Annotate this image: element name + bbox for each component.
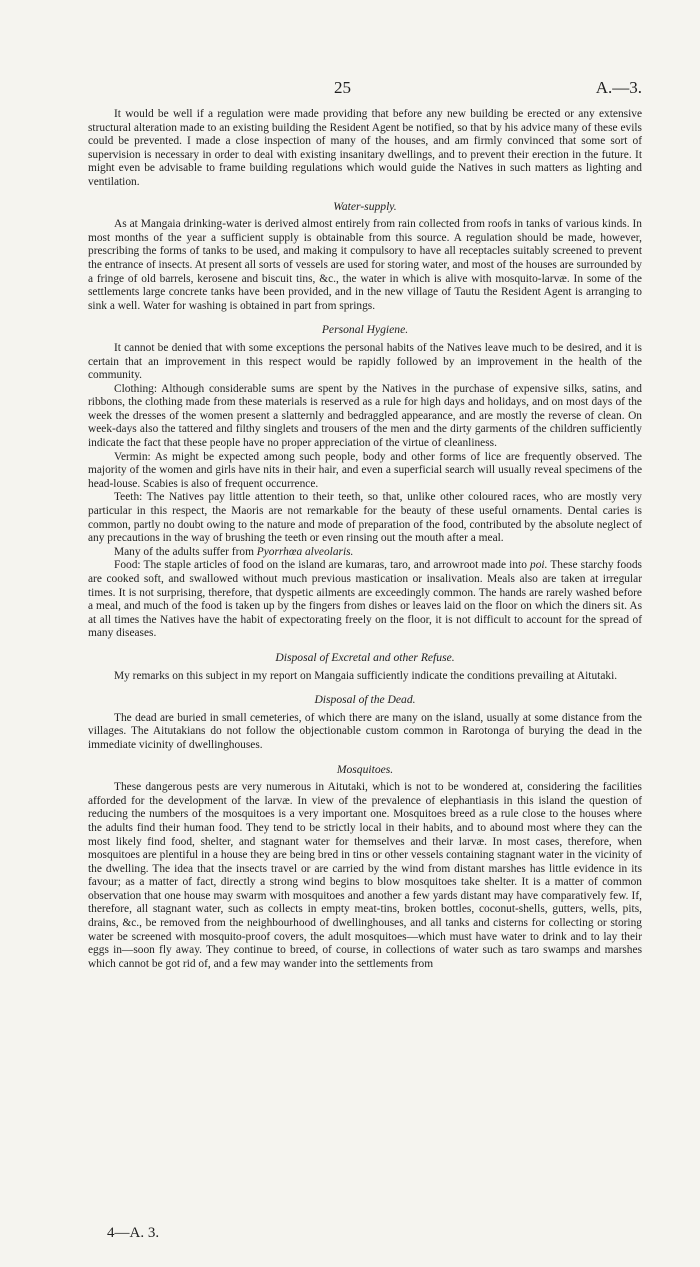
paragraph-teeth: Teeth: The Natives pay little attention to their teeth, so that, unlike other coloured races, who are mostly very particular in this respect, the Maoris are not remarkable for the beauty of these useful ornaments. Dental caries is common, partly no doubt owing to the nature and mode of preparation of the food, contributed by the absolute neglect of any precautions in the way of brushing the teeth or even rinsing out the mouth after a meal. (88, 491, 642, 545)
food-lead-text: Food: The staple articles of food on the island are kumaras, taro, and arrowroot made into (114, 559, 531, 572)
paragraph-clothing: Clothing: Although considerable sums are spent by the Natives in the purchase of expensive silks, satins, and ribbons, the clothing made from these materials is reserved as a rule for high days and holidays, and on most days of the week the dresses of the women present a slatternly and bedraggled appearance, and are mostly the reverse of clean. On week-days also the tattered and filthy singlets and trousers of the men and the dirty garments of the children sufficiently indicate the fact that these people have no proper appreciation of the virtue of cleanliness. (88, 382, 642, 450)
paragraph-pyorrhoea (88, 546, 642, 560)
paragraph-water-supply: As at Mangaia drinking-water is derived almost entirely from rain collected from roofs in tanks of various kinds. In most months of the year a sufficient supply is obtainable from this source. A regulation should be made, however, prescribing the forms of tanks to be used, and making it compulsory to have all receptacles suitably screened to prevent the entrance of insects. At present all sorts of vessels are used for storing water, and most of the houses are surrounded by a fringe of old barrels, kerosene and biscuit tins, &c., the water in which is alive with mosquito-larvæ. In some of the settlements large concrete tanks have been provided, and in the new village of Tautu the Resident Agent is arranging to sink a well. Water for washing is obtained in part from springs. (88, 218, 642, 312)
page-number: 25 (334, 78, 351, 97)
paragraph-building-regulation: It would be well if a regulation were made providing that before any new building be erected or any extensive structural alteration made to an existing building the Resident Agent be notified, so that by his advice many of these evils could be prevented. I made a close inspection of many of the houses, and am firmly convinced that some sort of supervision is necessary in order to deal with existing insanitary dwellings, and to prevent their erection in the future. It might even be advisable to frame building regulations which would guide the Natives in such matters as lighting and ventilation. (88, 108, 642, 188)
food-term-poi: poi. (530, 559, 548, 572)
heading-mosquitoes: Mosquitoes. (336, 762, 394, 776)
pyorrhoea-lead-text: Many of the adults suffer from (114, 545, 257, 558)
document-page (0, 78, 700, 1267)
paragraph-mosquitoes: These dangerous pests are very numerous in Aitutaki, which is not to be wondered at, considering the facilities afforded for the development of the larvæ. In view of the prevalence of elephantiasis in this island the question of reducing the numbers of the mosquitoes is a very important one. Mosquitoes breed as a rule close to the houses where the adults find their human food. They tend to be strictly local in their habits, and to abound most where they can the most likely find food, shelter, and stagnant water for themselves and their larvæ. In most cases, therefore, when mosquitoes are plentiful in a house they are being bred in tins or other vessels containing stagnant water in the vicinity of the dwelling. The idea that the insects travel or are carried by the wind from distant marshes has little evidence in its favour; as a matter of fact, directly a strong wind begins to blow mosquitoes take shelter. It is a matter of common observation that one house may swarm with mosquitoes and another a few yards distant may have comparatively few. If, therefore, all stagnant water, such as collects in empty meat-tins, broken bottles, coconut-shells, gutters, wells, pits, drains, &c., be removed from the neighbourhood of dwellinghouses, and all tanks and cisterns for collecting or storing water be screened with mosquito-proof covers, the adult mosquitoes—which must have water to drink and to lay their eggs in—soon fly away. They continue to breed, of course, in collections of water such as taro swamps and marshes which cannot be got rid of, and a few may wander into the settlements from (88, 781, 642, 970)
paragraph-disposal-of-dead: The dead are buried in small cemeteries, of which there are many on the island, usually at some distance from the villages. The Aitutakians do not follow the objectionable custom common in Rarotonga of burying the dead in the immediate vicinity of dwellinghouses. (88, 711, 642, 751)
page-header (88, 78, 642, 108)
document-body (88, 108, 642, 971)
paragraph-refuse-disposal: My remarks on this subject in my report on Mangaia sufficiently indicate the conditions prevailing at Aitutaki. (114, 669, 618, 682)
heading-disposal-of-dead: Disposal of the Dead. (314, 693, 416, 707)
heading-refuse-disposal: Disposal of Excretal and other Refuse. (275, 650, 455, 664)
paragraph-food (88, 559, 642, 641)
pyorrhoea-term: Pyorrhœa alveolaris. (256, 545, 354, 558)
paragraph-vermin: Vermin: As might be expected among such people, body and other forms of lice are frequently observed. The majority of the women and girls have nits in their hair, and even a superficial search will usually reveal specimens of the head-louse. Scabies is also of frequent occurrence. (88, 450, 642, 490)
heading-personal-hygiene: Personal Hygiene. (321, 323, 409, 337)
series-code: A.—3. (595, 78, 642, 97)
heading-water-supply: Water-supply. (333, 199, 397, 213)
page-footer-signature: 4—A. 3. (107, 1225, 160, 1241)
food-rest-text: These starchy foods are cooked soft, and swallowed without much previous mastication or insalivation. Meals also are taken at irregular times. It is not surprising, therefore, that dyspetic ailments are exceedingly common. The hands are rarely washed before a meal, and much of the food is taken up by the fingers from dishes or leaves laid on the floor on which the diners sit. As at all times the Natives have the habit of expectorating freely on the floor, it is not difficult to account for the spread of many diseases. (88, 559, 642, 640)
paragraph-hygiene-intro: It cannot be denied that with some exceptions the personal habits of the Natives leave much to be desired, and it is certain that an improvement in this respect would be rapidly followed by an improvement in the health of the community. (88, 341, 642, 382)
